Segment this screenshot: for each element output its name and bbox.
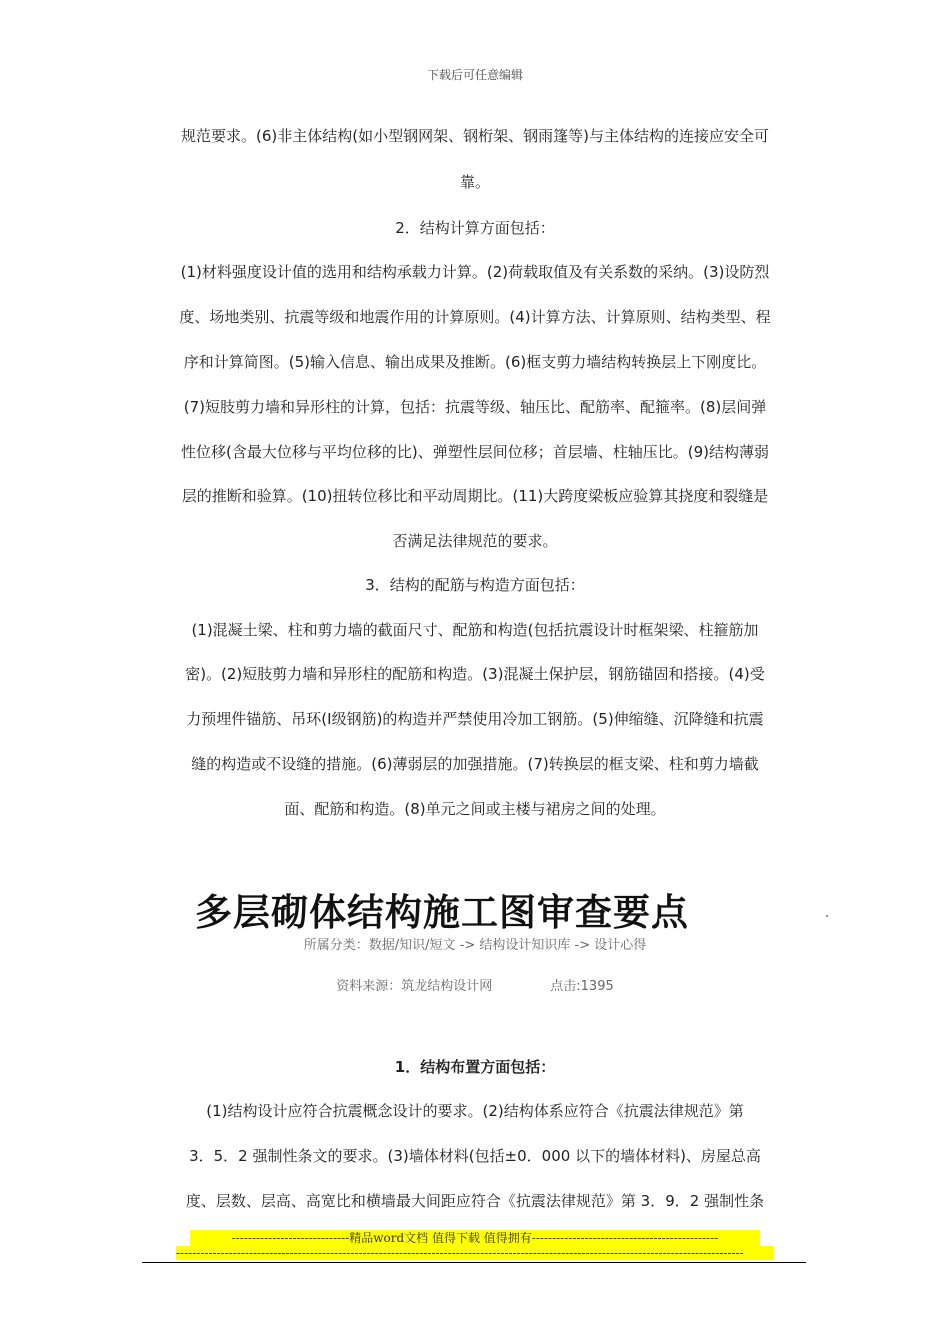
- paragraph-line: (1)混凝土梁、柱和剪力墙的截面尺寸、配筋和构造(包括抗震设计时框架梁、柱箍筋加: [191, 621, 759, 639]
- paragraph-line: 密)。(2)短肢剪力墙和异形柱的配筋和构造。(3)混凝土保护层，钢筋锚固和搭接。(4)受: [185, 665, 765, 683]
- decorative-dot: [826, 915, 828, 917]
- paragraph-line: 层的推断和验算。(10)扭转位移比和平动周期比。(11)大跨度梁板应验算其挠度和裂缝是: [181, 487, 769, 505]
- paragraph-line: 序和计算简图。(5)输入信息、输出成果及推断。(6)框支剪力墙结构转换层上下刚度比。: [183, 353, 767, 371]
- section-heading: 1．结构布置方面包括：: [394, 1058, 556, 1076]
- paragraph-line: 靠。: [459, 173, 490, 191]
- paragraph-line: 力预埋件锚筋、吊环(I级钢筋)的构造并严禁使用冷加工钢筋。(5)伸缩缝、沉降缝和抗震: [186, 710, 764, 728]
- paragraph-line: 否满足法律规范的要求。: [392, 532, 558, 550]
- footer-rule: [142, 1262, 806, 1263]
- section-heading: 2．结构计算方面包括：: [395, 219, 555, 237]
- paragraph-line: 3．5．2 强制性条文的要求。(3)墙体材料(包括±0．000 以下的墙体材料)、房屋总高: [189, 1147, 761, 1165]
- paragraph-line: 度、场地类别、抗震等级和地震作用的计算原则。(4)计算方法、计算原则、结构类型、程: [179, 308, 771, 326]
- footer-dashes: --------------------------------------------------------------------------------------------------------------------------------------------: [176, 1246, 774, 1260]
- section-heading: 3．结构的配筋与构造方面包括：: [365, 576, 585, 594]
- paragraph-line: 性位移(含最大位移与平均位移的比)、弹塑性层间位移；首层墙、柱轴压比。(9)结构薄弱: [181, 443, 769, 461]
- page-header: 下载后可任意编辑: [426, 68, 523, 82]
- article-category: 所属分类：数据/知识/短文 -> 结构设计知识库 -> 设计心得: [303, 938, 647, 953]
- article-title: 多层砌体结构施工图审查要点: [195, 890, 689, 934]
- article-source: 资料来源：筑龙结构设计网: [336, 979, 493, 994]
- article-clicks: 点击:1395: [550, 979, 614, 994]
- paragraph-line: 规范要求。(6)非主体结构(如小型钢网架、钢桁架、钢雨篷等)与主体结构的连接应安全可: [181, 127, 769, 145]
- article-meta: [0, 975, 950, 994]
- footer-banner: -----------------------------精品word文档 值得下载 值得拥有----------------------------------------------: [190, 1230, 760, 1246]
- paragraph-line: (7)短肢剪力墙和异形柱的计算，包括：抗震等级、轴压比、配筋率、配箍率。(8)层间弹: [183, 398, 767, 416]
- paragraph-line: 缝的构造或不设缝的措施。(6)薄弱层的加强措施。(7)转换层的框支梁、柱和剪力墙截: [191, 755, 759, 773]
- paragraph-line: 面、配筋和构造。(8)单元之间或主楼与裙房之间的处理。: [284, 800, 666, 818]
- paragraph-line: 度、层数、层高、高宽比和横墙最大间距应符合《抗震法律规范》第 3．9．2 强制性条: [185, 1192, 765, 1210]
- paragraph-line: (1)材料强度设计值的选用和结构承载力计算。(2)荷载取值及有关系数的采纳。(3)设防烈: [180, 263, 770, 281]
- paragraph-line: (1)结构设计应符合抗震概念设计的要求。(2)结构体系应符合《抗震法律规范》第: [206, 1102, 744, 1120]
